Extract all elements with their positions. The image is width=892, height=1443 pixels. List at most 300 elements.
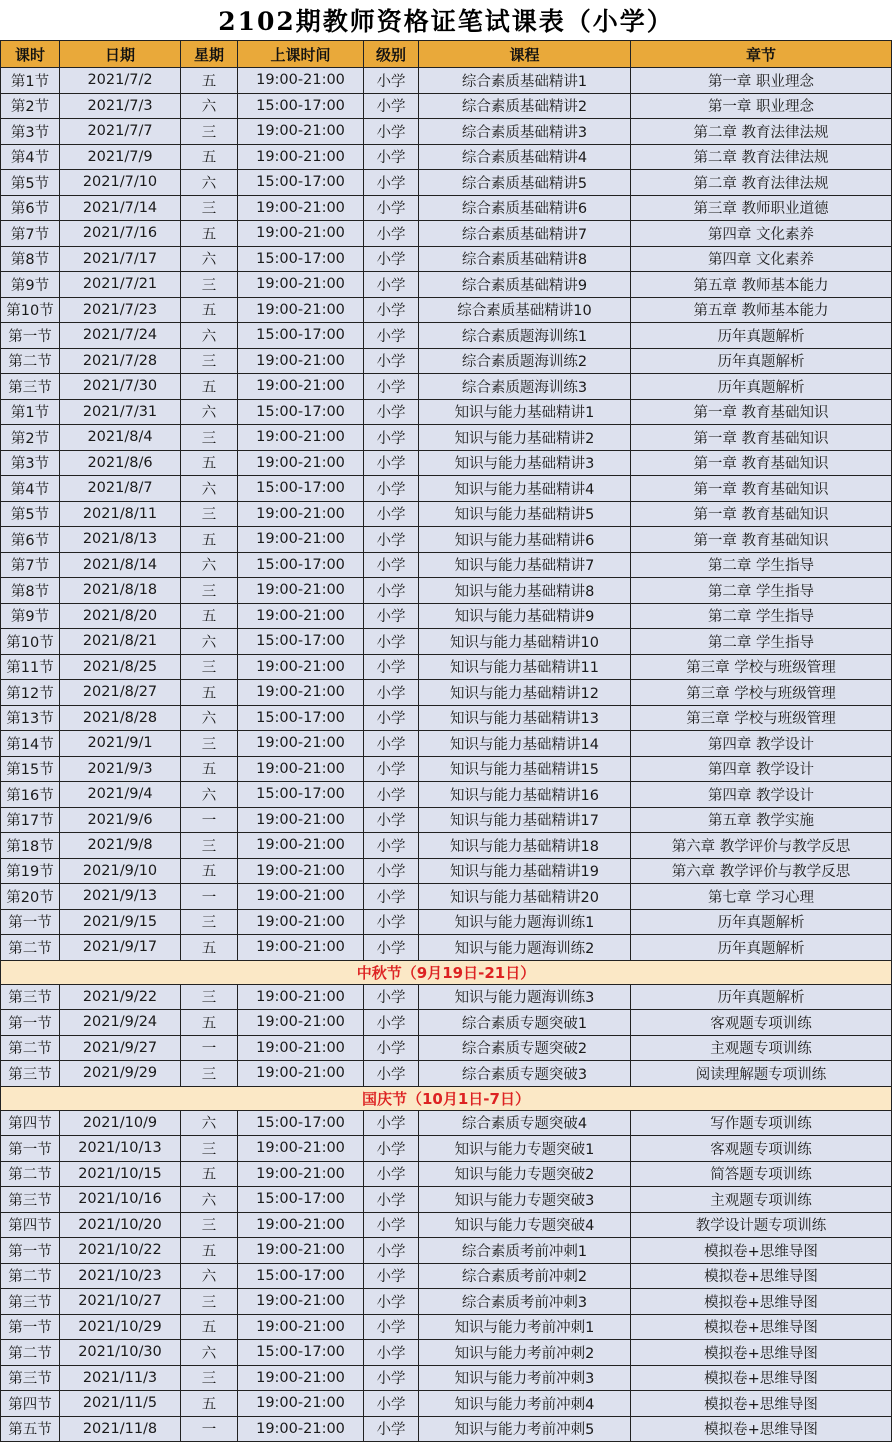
table-row (1, 731, 892, 757)
cell-level: 小学 (364, 1161, 419, 1187)
cell-time: 19:00-21:00 (238, 501, 364, 527)
table-row (1, 935, 892, 961)
cell-level: 小学 (364, 858, 419, 884)
cell-weekday: 六 (181, 476, 238, 502)
cell-weekday: 三 (181, 731, 238, 757)
cell-date: 2021/8/25 (60, 654, 181, 680)
cell-level: 小学 (364, 1010, 419, 1036)
cell-chapter: 模拟卷+思维导图 (631, 1365, 892, 1391)
cell-time: 19:00-21:00 (238, 807, 364, 833)
cell-course: 知识与能力专题突破3 (419, 1187, 631, 1213)
cell-time: 19:00-21:00 (238, 68, 364, 94)
cell-course: 综合素质专题突破1 (419, 1010, 631, 1036)
cell-lesson: 第三节 (1, 1289, 60, 1315)
cell-level: 小学 (364, 144, 419, 170)
table-row (1, 1061, 892, 1087)
cell-chapter: 第四章 教学设计 (631, 756, 892, 782)
cell-lesson: 第一节 (1, 1238, 60, 1264)
cell-course: 知识与能力专题突破4 (419, 1212, 631, 1238)
cell-chapter: 第一章 教育基础知识 (631, 450, 892, 476)
cell-course: 知识与能力考前冲刺3 (419, 1365, 631, 1391)
cell-date: 2021/8/11 (60, 501, 181, 527)
cell-weekday: 五 (181, 450, 238, 476)
cell-chapter: 历年真题解析 (631, 909, 892, 935)
cell-course: 综合素质题海训练3 (419, 374, 631, 400)
cell-date: 2021/10/15 (60, 1161, 181, 1187)
cell-level: 小学 (364, 833, 419, 859)
cell-time: 15:00-17:00 (238, 323, 364, 349)
holiday-label: 国庆节（10月1日-7日） (1, 1086, 892, 1110)
table-row (1, 629, 892, 655)
cell-course: 知识与能力基础精讲15 (419, 756, 631, 782)
holiday-row (1, 960, 892, 984)
cell-level: 小学 (364, 731, 419, 757)
cell-chapter: 第三章 学校与班级管理 (631, 654, 892, 680)
cell-weekday: 五 (181, 1161, 238, 1187)
cell-weekday: 五 (181, 1391, 238, 1417)
cell-date: 2021/11/8 (60, 1416, 181, 1442)
cell-date: 2021/7/31 (60, 399, 181, 425)
cell-date: 2021/9/22 (60, 984, 181, 1010)
cell-chapter: 历年真题解析 (631, 374, 892, 400)
cell-time: 15:00-17:00 (238, 170, 364, 196)
cell-lesson: 第7节 (1, 552, 60, 578)
header-cell-level: 级别 (364, 41, 419, 68)
cell-date: 2021/9/4 (60, 782, 181, 808)
cell-date: 2021/7/2 (60, 68, 181, 94)
cell-chapter: 第一章 教育基础知识 (631, 476, 892, 502)
cell-weekday: 三 (181, 1365, 238, 1391)
cell-lesson: 第三节 (1, 1061, 60, 1087)
cell-course: 知识与能力专题突破1 (419, 1136, 631, 1162)
cell-time: 19:00-21:00 (238, 1061, 364, 1087)
cell-chapter: 第五章 教师基本能力 (631, 272, 892, 298)
table-row (1, 374, 892, 400)
cell-chapter: 第四章 教学设计 (631, 731, 892, 757)
cell-level: 小学 (364, 450, 419, 476)
cell-course: 综合素质基础精讲1 (419, 68, 631, 94)
cell-date: 2021/10/22 (60, 1238, 181, 1264)
cell-level: 小学 (364, 297, 419, 323)
cell-lesson: 第一节 (1, 323, 60, 349)
cell-chapter: 模拟卷+思维导图 (631, 1238, 892, 1264)
cell-chapter: 第二章 教育法律法规 (631, 119, 892, 145)
cell-level: 小学 (364, 1212, 419, 1238)
cell-level: 小学 (364, 984, 419, 1010)
table-row (1, 984, 892, 1010)
cell-lesson: 第5节 (1, 170, 60, 196)
cell-time: 15:00-17:00 (238, 399, 364, 425)
cell-level: 小学 (364, 348, 419, 374)
table-row (1, 1010, 892, 1036)
cell-course: 知识与能力基础精讲16 (419, 782, 631, 808)
table-row (1, 1238, 892, 1264)
table-row (1, 884, 892, 910)
schedule-table (0, 40, 892, 1442)
cell-date: 2021/9/17 (60, 935, 181, 961)
cell-course: 综合素质专题突破4 (419, 1110, 631, 1136)
cell-time: 15:00-17:00 (238, 1187, 364, 1213)
cell-weekday: 一 (181, 884, 238, 910)
cell-chapter: 模拟卷+思维导图 (631, 1289, 892, 1315)
cell-weekday: 五 (181, 527, 238, 553)
cell-time: 19:00-21:00 (238, 654, 364, 680)
cell-chapter: 第一章 职业理念 (631, 68, 892, 94)
cell-time: 19:00-21:00 (238, 578, 364, 604)
cell-time: 19:00-21:00 (238, 374, 364, 400)
cell-time: 19:00-21:00 (238, 1416, 364, 1442)
cell-weekday: 五 (181, 858, 238, 884)
cell-date: 2021/10/20 (60, 1212, 181, 1238)
cell-lesson: 第14节 (1, 731, 60, 757)
cell-weekday: 一 (181, 1416, 238, 1442)
header-cell-course: 课程 (419, 41, 631, 68)
cell-lesson: 第17节 (1, 807, 60, 833)
cell-date: 2021/9/29 (60, 1061, 181, 1087)
cell-lesson: 第二节 (1, 935, 60, 961)
cell-date: 2021/11/3 (60, 1365, 181, 1391)
cell-lesson: 第7节 (1, 221, 60, 247)
cell-lesson: 第6节 (1, 195, 60, 221)
cell-time: 19:00-21:00 (238, 909, 364, 935)
page-title: 2102期教师资格证笔试课表（小学） (218, 7, 674, 36)
cell-time: 19:00-21:00 (238, 450, 364, 476)
cell-weekday: 三 (181, 833, 238, 859)
table-row (1, 527, 892, 553)
cell-lesson: 第一节 (1, 1010, 60, 1036)
table-row (1, 144, 892, 170)
cell-course: 综合素质基础精讲2 (419, 93, 631, 119)
table-row (1, 323, 892, 349)
table-row (1, 1289, 892, 1315)
cell-course: 综合素质考前冲刺2 (419, 1263, 631, 1289)
cell-time: 19:00-21:00 (238, 603, 364, 629)
cell-lesson: 第4节 (1, 144, 60, 170)
cell-course: 综合素质基础精讲6 (419, 195, 631, 221)
cell-chapter: 第三章 学校与班级管理 (631, 705, 892, 731)
cell-weekday: 三 (181, 578, 238, 604)
cell-lesson: 第三节 (1, 1187, 60, 1213)
cell-lesson: 第五节 (1, 1416, 60, 1442)
cell-course: 综合素质基础精讲5 (419, 170, 631, 196)
cell-weekday: 五 (181, 374, 238, 400)
cell-date: 2021/8/21 (60, 629, 181, 655)
table-row (1, 858, 892, 884)
cell-lesson: 第6节 (1, 527, 60, 553)
holiday-row (1, 1086, 892, 1110)
table-row (1, 680, 892, 706)
cell-level: 小学 (364, 1289, 419, 1315)
cell-chapter: 第五章 教学实施 (631, 807, 892, 833)
cell-level: 小学 (364, 552, 419, 578)
cell-level: 小学 (364, 1110, 419, 1136)
table-row (1, 425, 892, 451)
cell-lesson: 第13节 (1, 705, 60, 731)
cell-lesson: 第4节 (1, 476, 60, 502)
table-row (1, 756, 892, 782)
table-row (1, 221, 892, 247)
table-row (1, 1391, 892, 1417)
cell-level: 小学 (364, 680, 419, 706)
cell-lesson: 第三节 (1, 984, 60, 1010)
cell-level: 小学 (364, 756, 419, 782)
cell-course: 知识与能力基础精讲12 (419, 680, 631, 706)
table-row (1, 1263, 892, 1289)
cell-chapter: 客观题专项训练 (631, 1010, 892, 1036)
cell-chapter: 模拟卷+思维导图 (631, 1314, 892, 1340)
cell-level: 小学 (364, 629, 419, 655)
table-row (1, 807, 892, 833)
cell-time: 19:00-21:00 (238, 1010, 364, 1036)
cell-time: 15:00-17:00 (238, 1263, 364, 1289)
cell-weekday: 三 (181, 425, 238, 451)
cell-course: 知识与能力基础精讲7 (419, 552, 631, 578)
cell-time: 19:00-21:00 (238, 1391, 364, 1417)
cell-level: 小学 (364, 170, 419, 196)
cell-course: 知识与能力基础精讲3 (419, 450, 631, 476)
table-row (1, 1110, 892, 1136)
cell-lesson: 第11节 (1, 654, 60, 680)
cell-course: 知识与能力基础精讲18 (419, 833, 631, 859)
cell-course: 知识与能力基础精讲1 (419, 399, 631, 425)
table-row (1, 297, 892, 323)
cell-level: 小学 (364, 935, 419, 961)
cell-lesson: 第12节 (1, 680, 60, 706)
cell-level: 小学 (364, 501, 419, 527)
cell-lesson: 第20节 (1, 884, 60, 910)
cell-lesson: 第3节 (1, 119, 60, 145)
cell-chapter: 第二章 学生指导 (631, 552, 892, 578)
cell-chapter: 第二章 教育法律法规 (631, 170, 892, 196)
cell-level: 小学 (364, 527, 419, 553)
cell-lesson: 第1节 (1, 68, 60, 94)
cell-date: 2021/9/8 (60, 833, 181, 859)
table-row (1, 1365, 892, 1391)
cell-lesson: 第16节 (1, 782, 60, 808)
cell-chapter: 历年真题解析 (631, 348, 892, 374)
cell-chapter: 第五章 教师基本能力 (631, 297, 892, 323)
cell-chapter: 第一章 教育基础知识 (631, 399, 892, 425)
cell-date: 2021/9/1 (60, 731, 181, 757)
cell-chapter: 第四章 文化素养 (631, 246, 892, 272)
cell-level: 小学 (364, 654, 419, 680)
cell-course: 综合素质基础精讲4 (419, 144, 631, 170)
cell-date: 2021/8/4 (60, 425, 181, 451)
cell-chapter: 历年真题解析 (631, 984, 892, 1010)
cell-weekday: 五 (181, 1238, 238, 1264)
cell-weekday: 六 (181, 629, 238, 655)
cell-weekday: 五 (181, 68, 238, 94)
cell-time: 15:00-17:00 (238, 782, 364, 808)
table-row (1, 1416, 892, 1442)
cell-chapter: 阅读理解题专项训练 (631, 1061, 892, 1087)
cell-course: 综合素质基础精讲3 (419, 119, 631, 145)
cell-date: 2021/8/27 (60, 680, 181, 706)
table-row (1, 1136, 892, 1162)
table-row (1, 1340, 892, 1366)
cell-level: 小学 (364, 1238, 419, 1264)
cell-lesson: 第二节 (1, 348, 60, 374)
cell-level: 小学 (364, 782, 419, 808)
cell-course: 知识与能力基础精讲9 (419, 603, 631, 629)
cell-level: 小学 (364, 68, 419, 94)
cell-weekday: 一 (181, 807, 238, 833)
cell-chapter: 第二章 学生指导 (631, 629, 892, 655)
cell-lesson: 第1节 (1, 399, 60, 425)
table-row (1, 1314, 892, 1340)
table-row (1, 170, 892, 196)
cell-time: 19:00-21:00 (238, 1035, 364, 1061)
cell-date: 2021/7/9 (60, 144, 181, 170)
cell-date: 2021/9/15 (60, 909, 181, 935)
cell-chapter: 第一章 职业理念 (631, 93, 892, 119)
cell-weekday: 六 (181, 170, 238, 196)
cell-level: 小学 (364, 1061, 419, 1087)
cell-weekday: 六 (181, 782, 238, 808)
cell-course: 知识与能力基础精讲4 (419, 476, 631, 502)
cell-level: 小学 (364, 195, 419, 221)
cell-date: 2021/7/24 (60, 323, 181, 349)
cell-date: 2021/7/30 (60, 374, 181, 400)
cell-chapter: 历年真题解析 (631, 323, 892, 349)
cell-chapter: 第六章 教学评价与教学反思 (631, 833, 892, 859)
cell-weekday: 五 (181, 756, 238, 782)
cell-level: 小学 (364, 705, 419, 731)
cell-chapter: 主观题专项训练 (631, 1187, 892, 1213)
cell-course: 综合素质基础精讲7 (419, 221, 631, 247)
cell-weekday: 六 (181, 1340, 238, 1366)
cell-time: 15:00-17:00 (238, 552, 364, 578)
cell-level: 小学 (364, 272, 419, 298)
cell-date: 2021/7/14 (60, 195, 181, 221)
cell-course: 综合素质考前冲刺3 (419, 1289, 631, 1315)
cell-level: 小学 (364, 476, 419, 502)
cell-time: 19:00-21:00 (238, 195, 364, 221)
cell-weekday: 五 (181, 297, 238, 323)
cell-date: 2021/7/23 (60, 297, 181, 323)
cell-level: 小学 (364, 221, 419, 247)
table-row (1, 195, 892, 221)
cell-level: 小学 (364, 93, 419, 119)
cell-chapter: 模拟卷+思维导图 (631, 1340, 892, 1366)
cell-level: 小学 (364, 1340, 419, 1366)
cell-weekday: 一 (181, 1035, 238, 1061)
header-cell-chapter: 章节 (631, 41, 892, 68)
cell-weekday: 五 (181, 1314, 238, 1340)
table-row (1, 246, 892, 272)
table-row (1, 119, 892, 145)
cell-time: 19:00-21:00 (238, 348, 364, 374)
cell-course: 综合素质专题突破3 (419, 1061, 631, 1087)
table-row (1, 272, 892, 298)
cell-chapter: 第二章 教育法律法规 (631, 144, 892, 170)
cell-date: 2021/8/28 (60, 705, 181, 731)
cell-date: 2021/10/29 (60, 1314, 181, 1340)
cell-lesson: 第四节 (1, 1212, 60, 1238)
cell-date: 2021/7/17 (60, 246, 181, 272)
cell-date: 2021/9/24 (60, 1010, 181, 1036)
cell-date: 2021/8/18 (60, 578, 181, 604)
cell-course: 知识与能力题海训练3 (419, 984, 631, 1010)
cell-course: 综合素质基础精讲8 (419, 246, 631, 272)
table-row (1, 1212, 892, 1238)
header-cell-lesson: 课时 (1, 41, 60, 68)
cell-weekday: 六 (181, 246, 238, 272)
header-cell-weekday: 星期 (181, 41, 238, 68)
cell-date: 2021/7/10 (60, 170, 181, 196)
cell-weekday: 六 (181, 1263, 238, 1289)
cell-lesson: 第5节 (1, 501, 60, 527)
cell-weekday: 三 (181, 984, 238, 1010)
cell-time: 19:00-21:00 (238, 527, 364, 553)
cell-chapter: 教学设计题专项训练 (631, 1212, 892, 1238)
cell-lesson: 第10节 (1, 629, 60, 655)
cell-course: 知识与能力基础精讲6 (419, 527, 631, 553)
cell-course: 知识与能力基础精讲20 (419, 884, 631, 910)
table-row (1, 1161, 892, 1187)
cell-chapter: 客观题专项训练 (631, 1136, 892, 1162)
cell-date: 2021/8/7 (60, 476, 181, 502)
cell-level: 小学 (364, 399, 419, 425)
cell-level: 小学 (364, 1365, 419, 1391)
cell-level: 小学 (364, 1391, 419, 1417)
cell-level: 小学 (364, 578, 419, 604)
cell-lesson: 第18节 (1, 833, 60, 859)
cell-course: 知识与能力考前冲刺4 (419, 1391, 631, 1417)
cell-time: 19:00-21:00 (238, 297, 364, 323)
cell-level: 小学 (364, 807, 419, 833)
cell-chapter: 模拟卷+思维导图 (631, 1416, 892, 1442)
table-row (1, 501, 892, 527)
cell-date: 2021/10/16 (60, 1187, 181, 1213)
cell-date: 2021/10/9 (60, 1110, 181, 1136)
cell-time: 15:00-17:00 (238, 476, 364, 502)
cell-weekday: 五 (181, 1010, 238, 1036)
cell-lesson: 第一节 (1, 1314, 60, 1340)
cell-course: 综合素质专题突破2 (419, 1035, 631, 1061)
cell-level: 小学 (364, 1187, 419, 1213)
table-row (1, 399, 892, 425)
cell-time: 19:00-21:00 (238, 1212, 364, 1238)
cell-level: 小学 (364, 425, 419, 451)
cell-weekday: 五 (181, 144, 238, 170)
cell-course: 知识与能力基础精讲5 (419, 501, 631, 527)
cell-course: 知识与能力题海训练1 (419, 909, 631, 935)
cell-lesson: 第19节 (1, 858, 60, 884)
cell-lesson: 第15节 (1, 756, 60, 782)
table-row (1, 476, 892, 502)
cell-lesson: 第二节 (1, 1263, 60, 1289)
cell-time: 15:00-17:00 (238, 93, 364, 119)
cell-course: 知识与能力考前冲刺1 (419, 1314, 631, 1340)
cell-time: 19:00-21:00 (238, 884, 364, 910)
table-row (1, 833, 892, 859)
cell-lesson: 第3节 (1, 450, 60, 476)
cell-date: 2021/7/3 (60, 93, 181, 119)
cell-lesson: 第三节 (1, 1365, 60, 1391)
cell-course: 综合素质题海训练1 (419, 323, 631, 349)
cell-chapter: 第一章 教育基础知识 (631, 501, 892, 527)
cell-course: 知识与能力题海训练2 (419, 935, 631, 961)
cell-chapter: 第四章 文化素养 (631, 221, 892, 247)
cell-course: 知识与能力基础精讲8 (419, 578, 631, 604)
cell-course: 综合素质基础精讲10 (419, 297, 631, 323)
cell-time: 15:00-17:00 (238, 1110, 364, 1136)
cell-date: 2021/9/10 (60, 858, 181, 884)
cell-level: 小学 (364, 374, 419, 400)
cell-weekday: 三 (181, 501, 238, 527)
cell-time: 19:00-21:00 (238, 858, 364, 884)
